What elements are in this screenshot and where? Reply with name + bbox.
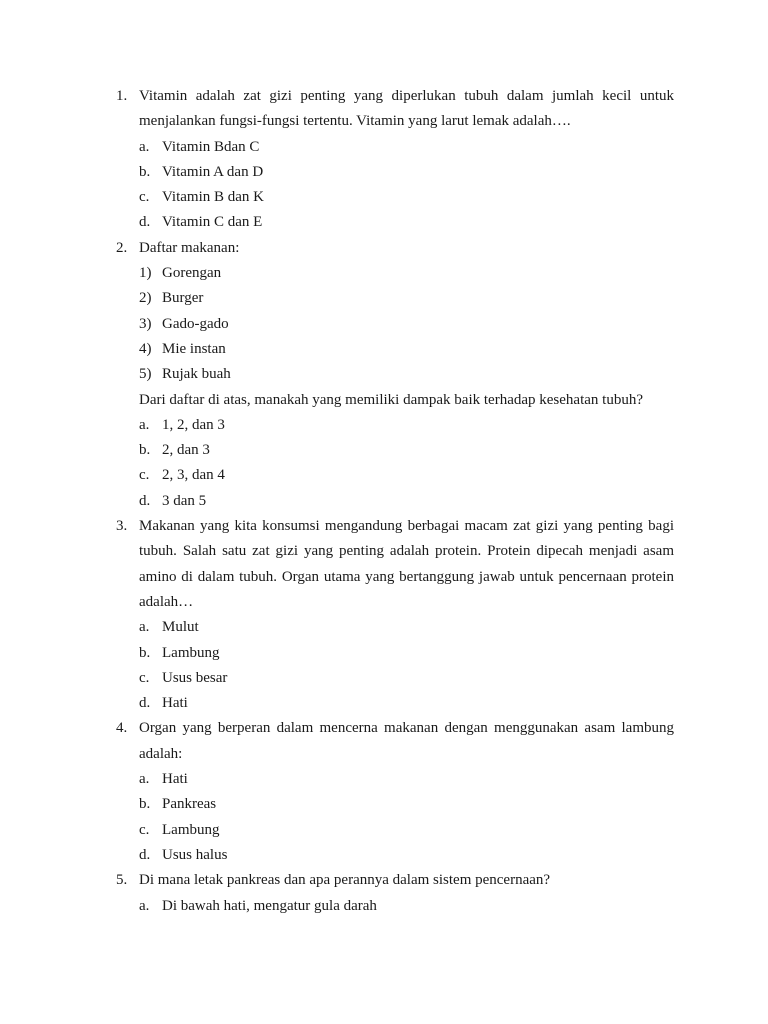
option-label: d. xyxy=(139,695,151,712)
question-2 xyxy=(116,236,674,514)
food-list-item-3 xyxy=(139,312,674,337)
list-text: Burger xyxy=(162,290,204,307)
option-label: b. xyxy=(139,163,151,180)
option-text: Lambung xyxy=(162,644,220,661)
option-b xyxy=(139,160,674,185)
option-b xyxy=(139,438,674,463)
food-list-item-4 xyxy=(139,337,674,362)
option-label: b. xyxy=(139,644,151,661)
list-text: Rujak buah xyxy=(162,366,231,383)
option-text: Mulut xyxy=(162,619,199,636)
option-text: Hati xyxy=(162,771,188,788)
question-3 xyxy=(116,514,674,716)
option-text: Usus besar xyxy=(162,669,228,686)
question-5 xyxy=(116,868,674,919)
option-text: 1, 2, dan 3 xyxy=(162,416,225,433)
question-text: Vitamin adalah zat gizi penting yang diperlukan tubuh dalam jumlah kecil untuk menjalankan fungsi-fungsi tertentu. Vitamin yang larut lemak adalah…. xyxy=(139,88,674,130)
option-a xyxy=(139,413,674,438)
option-label: a. xyxy=(139,771,150,788)
option-label: d. xyxy=(139,846,151,863)
question-number: 1. xyxy=(116,88,128,104)
option-d xyxy=(139,691,674,716)
option-label: c. xyxy=(139,669,150,686)
question-text: Organ yang berperan dalam mencerna makanan dengan menggunakan asam lambung adalah: xyxy=(139,720,674,762)
option-label: a. xyxy=(139,897,150,914)
option-text: 2, 3, dan 4 xyxy=(162,467,225,484)
option-text: Di bawah hati, mengatur gula darah xyxy=(162,897,377,914)
option-label: a. xyxy=(139,416,150,433)
question-prompt: Dari daftar di atas, manakah yang memiliki dampak baik terhadap kesehatan tubuh? xyxy=(139,391,643,408)
food-list-item-5 xyxy=(139,362,674,387)
option-a xyxy=(139,135,674,160)
option-c xyxy=(139,666,674,691)
option-text: Lambung xyxy=(162,821,220,838)
question-text: Makanan yang kita konsumsi mengandung berbagai macam zat gizi yang penting bagi tubuh. Salah satu zat gizi yang penting adalah protein. Protein dipecah menjadi asam amino di dalam tubuh. Organ utama yang bertanggung jawab untuk pencernaan protein adalah… xyxy=(139,518,674,610)
question-number: 2. xyxy=(116,239,128,256)
option-label: a. xyxy=(139,138,150,155)
option-label: b. xyxy=(139,796,151,813)
list-label: 3) xyxy=(139,315,152,332)
list-label: 4) xyxy=(139,340,152,357)
list-text: Mie instan xyxy=(162,340,226,357)
option-c xyxy=(139,185,674,210)
food-list-item-2 xyxy=(139,286,674,311)
option-b xyxy=(139,792,674,817)
question-text: Daftar makanan: xyxy=(139,239,240,256)
option-a xyxy=(139,894,674,919)
option-text: Vitamin Bdan C xyxy=(162,138,260,155)
option-text: Vitamin B dan K xyxy=(162,189,265,206)
list-label: 5) xyxy=(139,366,152,383)
option-label: c. xyxy=(139,467,150,484)
option-a xyxy=(139,767,674,792)
option-label: c. xyxy=(139,821,150,838)
question-number: 5. xyxy=(116,872,128,889)
option-c xyxy=(139,818,674,843)
question-4 xyxy=(116,716,674,868)
option-d xyxy=(139,210,674,235)
option-label: b. xyxy=(139,442,151,459)
list-text: Gado-gado xyxy=(162,315,229,332)
question-number: 3. xyxy=(116,518,128,535)
question-list xyxy=(116,84,674,919)
food-list-item-1 xyxy=(139,261,674,286)
option-label: a. xyxy=(139,619,150,636)
question-number: 4. xyxy=(116,720,128,737)
option-text: Hati xyxy=(162,695,188,712)
option-b xyxy=(139,641,674,666)
question-text: Di mana letak pankreas dan apa perannya dalam sistem pencernaan? xyxy=(139,872,551,889)
option-label: d. xyxy=(139,214,151,231)
option-text: Pankreas xyxy=(162,796,217,813)
list-label: 2) xyxy=(139,290,152,307)
list-text: Gorengan xyxy=(162,265,222,282)
option-c xyxy=(139,463,674,488)
option-label: d. xyxy=(139,492,151,509)
option-d xyxy=(139,843,674,868)
option-a xyxy=(139,615,674,640)
option-text: Vitamin A dan D xyxy=(162,163,264,180)
option-text: 2, dan 3 xyxy=(162,442,210,459)
list-label: 1) xyxy=(139,265,152,282)
option-text: Vitamin C dan E xyxy=(162,214,263,231)
option-d xyxy=(139,489,674,514)
option-text: 3 dan 5 xyxy=(162,492,207,509)
option-text: Usus halus xyxy=(162,846,228,863)
question-1 xyxy=(116,84,674,236)
option-label: c. xyxy=(139,189,150,206)
